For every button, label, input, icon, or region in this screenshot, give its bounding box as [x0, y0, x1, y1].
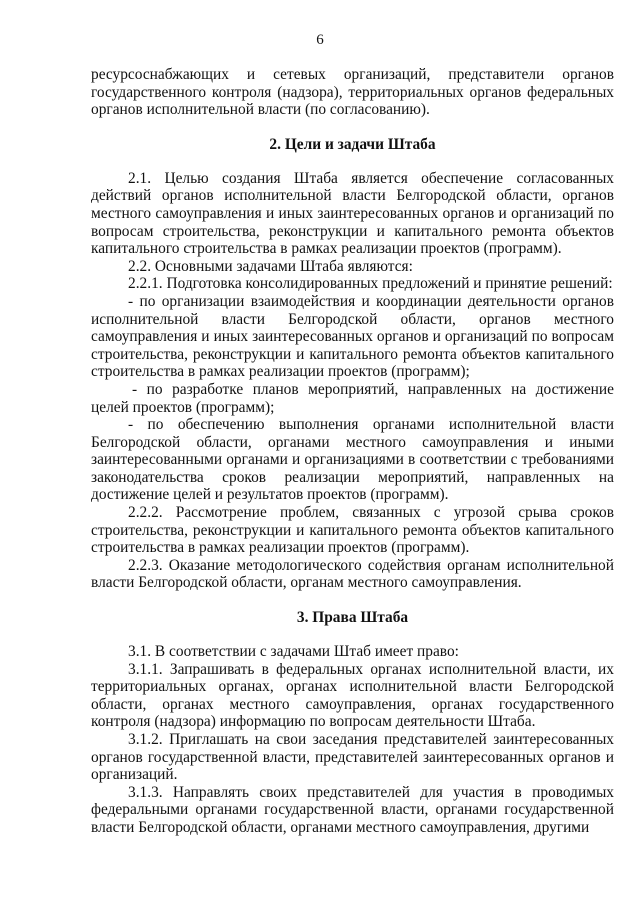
bullet-coordination: - по организации взаимодействия и координации деятельности органов исполнительной власти Белгородской области, органов местного самоуправления и иных заинтересованных органов и организаций по вопросам строительства, реконструкции и капитального ремонта объектов капитального строительства в рамках реализации проектов (программ);	[91, 292, 614, 381]
paragraph-2-2-1: 2.2.1. Подготовка консолидированных предложений и принятие решений:	[128, 275, 613, 293]
intro-paragraph: ресурсоснабжающих и сетевых организаций, представители органов государственного контроля (надзора), территориальных органов федеральных органов исполнительной власти (по согласованию).	[91, 66, 614, 119]
paragraph-2-2-2: 2.2.2. Рассмотрение проблем, связанных с угрозой срыва сроков строительства, реконструкции и капитального ремонта объектов капитального строительства в рамках реализации проектов (программ).	[91, 504, 614, 557]
paragraph-3-1-1: 3.1.1. Запрашивать в федеральных органах исполнительной власти, их территориальных органах, органах исполнительной власти Белгородской области, органах местного самоуправления, органах государственного контроля (надзора) информацию по вопросам деятельности Штаба.	[91, 660, 614, 731]
section-3-heading: 3. Права Штаба	[296, 609, 409, 627]
paragraph-2-2-3: 2.2.3. Оказание методологического содействия органам исполнительной власти Белгородской области, органам местного самоуправления.	[91, 556, 614, 592]
paragraph-3-1-3: 3.1.3. Направлять своих представителей для участия в проводимых федеральными органами государственной власти, органами государственной власти Белгородской области, органами местного самоуправления, другими	[91, 783, 614, 836]
section-2-heading: 2. Цели и задачи Штаба	[269, 135, 436, 153]
bullet-plans: - по разработке планов мероприятий, направленных на достижение целей проектов (программ);	[91, 380, 614, 416]
paragraph-2-2: 2.2. Основными задачами Штаба являются:	[128, 257, 413, 275]
document-body	[91, 66, 614, 837]
paragraph-3-1-2: 3.1.2. Приглашать на свои заседания представителей заинтересованных органов государственной власти, представителей заинтересованных органов и организаций.	[91, 731, 614, 784]
bullet-execution: - по обеспечению выполнения органами исполнительной власти Белгородской области, органами местного самоуправления и иными заинтересованными органами и организациями в соответствии с требованиями законодательства сроков реализации мероприятий, направленных на достижение целей и результатов проектов (программ).	[91, 416, 614, 504]
page-number: 6	[316, 32, 324, 48]
paragraph-3-1: 3.1. В соответствии с задачами Штаб имеет право:	[128, 643, 459, 661]
paragraph-2-1: 2.1. Целью создания Штаба является обеспечение согласованных действий органов исполнительной власти Белгородской области, органов местного самоуправления и иных заинтересованных органов и организаций по вопросам строительства, реконструкции и капитального ремонта объектов капитального строительства в рамках реализации проектов (программ).	[91, 169, 614, 258]
